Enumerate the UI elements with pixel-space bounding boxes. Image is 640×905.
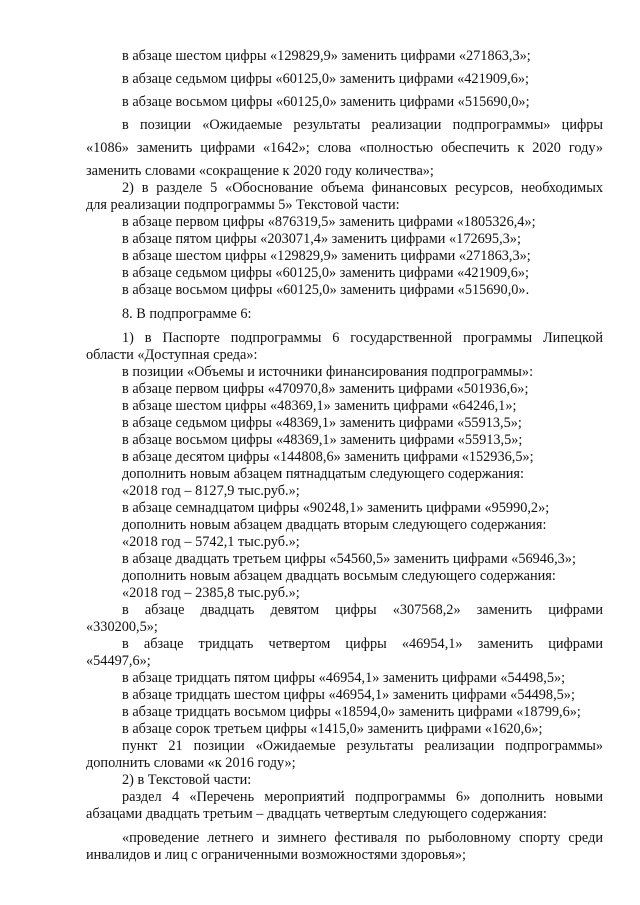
section-heading: 8. В подпрограмме 6: — [122, 306, 252, 322]
text-line: дополнить новым абзацем двадцать восьмым следующего содержания: — [122, 568, 556, 584]
text-line: в абзаце первом цифры «876319,5» заменить цифрами «1805326,4»; — [122, 214, 536, 230]
text-line: дополнить новым абзацем двадцать вторым следующего содержания: — [122, 517, 547, 533]
text-line: «54497,6»; — [86, 653, 151, 669]
text-line: в абзаце пятом цифры «203071,4» заменить цифрами «172695,3»; — [122, 231, 521, 247]
text-line: в абзаце тридцать восьмом цифры «18594,0» заменить цифрами «18799,6»; — [122, 704, 581, 720]
text-line: в абзаце восьмом цифры «60125,0» заменить цифрами «515690,0»; — [122, 94, 530, 110]
text-line: 1) в Паспорте подпрограммы 6 государственной программы Липецкой — [122, 330, 603, 346]
text-line: 2) в разделе 5 «Обоснование объема финансовых ресурсов, необходимых — [122, 180, 603, 196]
text-line: заменить словами «сокращение к 2020 году количества»; — [86, 163, 434, 179]
text-line: раздел 4 «Перечень мероприятий подпрограммы 6» дополнить новыми — [122, 789, 603, 805]
text-line: в абзаце шестом цифры «129829,9» заменить цифрами «271863,3»; — [122, 48, 531, 64]
text-line: пункт 21 позиции «Ожидаемые результаты реализации подпрограммы» — [122, 738, 603, 754]
text-line: в абзаце тридцать шестом цифры «46954,1» заменить цифрами «54498,5»; — [122, 687, 575, 703]
text-line: 2) в Текстовой части: — [122, 772, 252, 788]
text-line: инвалидов и лиц с ограниченными возможностями здоровья»; — [86, 847, 466, 863]
text-line: в абзаце тридцать четвертом цифры «46954,1» заменить цифрами — [122, 636, 603, 652]
text-line: «2018 год – 5742,1 тыс.руб.»; — [122, 534, 300, 550]
text-line: дополнить словами «к 2016 году»; — [86, 755, 296, 771]
text-line: в абзаце седьмом цифры «60125,0» заменить цифрами «421909,6»; — [122, 265, 530, 281]
text-line: «2018 год – 8127,9 тыс.руб.»; — [122, 483, 300, 499]
text-line: в абзаце восьмом цифры «60125,0» заменить цифрами «515690,0». — [122, 282, 530, 298]
text-line: в абзаце первом цифры «470970,8» заменить цифрами «501936,6»; — [122, 381, 529, 397]
text-line: в позиции «Ожидаемые результаты реализации подпрограммы» цифры — [122, 117, 603, 133]
text-line: в абзаце десятом цифры «144808,6» заменить цифрами «152936,5»; — [122, 449, 534, 465]
text-line: для реализации подпрограммы 5» Текстовой части: — [86, 197, 400, 213]
text-line: «330200,5»; — [86, 619, 158, 635]
text-line: дополнить новым абзацем пятнадцатым следующего содержания: — [122, 466, 524, 482]
text-line: области «Доступная среда»: — [86, 347, 258, 363]
text-line: «2018 год – 2385,8 тыс.руб.»; — [122, 585, 300, 601]
text-line: в абзаце тридцать пятом цифры «46954,1» заменить цифрами «54498,5»; — [122, 670, 566, 686]
text-line: в абзаце седьмом цифры «60125,0» заменить цифрами «421909,6»; — [122, 71, 530, 87]
text-line: в позиции «Объемы и источники финансирования подпрограммы»: — [122, 364, 534, 380]
text-line: абзацами двадцать третьим – двадцать четвертым следующего содержания: — [86, 806, 547, 822]
text-line: «1086» заменить цифрами «1642»; слова «полностью обеспечить к 2020 году» — [86, 140, 603, 156]
text-line: в абзаце восьмом цифры «48369,1» заменить цифрами «55913,5»; — [122, 432, 523, 448]
text-line: в абзаце шестом цифры «48369,1» заменить цифрами «64246,1»; — [122, 398, 517, 414]
text-line: в абзаце седьмом цифры «48369,1» заменить цифрами «55913,5»; — [122, 415, 522, 431]
text-line: в абзаце двадцать третьем цифры «54560,5» заменить цифрами «56946,3»; — [122, 551, 576, 567]
text-line: в абзаце семнадцатом цифры «90248,1» заменить цифрами «95990,2»; — [122, 500, 550, 516]
text-line: «проведение летнего и зимнего фестиваля по рыболовному спорту среди — [122, 830, 603, 846]
text-line: в абзаце сорок третьем цифры «1415,0» заменить цифрами «1620,6»; — [122, 721, 543, 737]
text-line: в абзаце двадцать девятом цифры «307568,2» заменить цифрами — [122, 602, 603, 618]
text-line: в абзаце шестом цифры «129829,9» заменить цифрами «271863,3»; — [122, 248, 531, 264]
